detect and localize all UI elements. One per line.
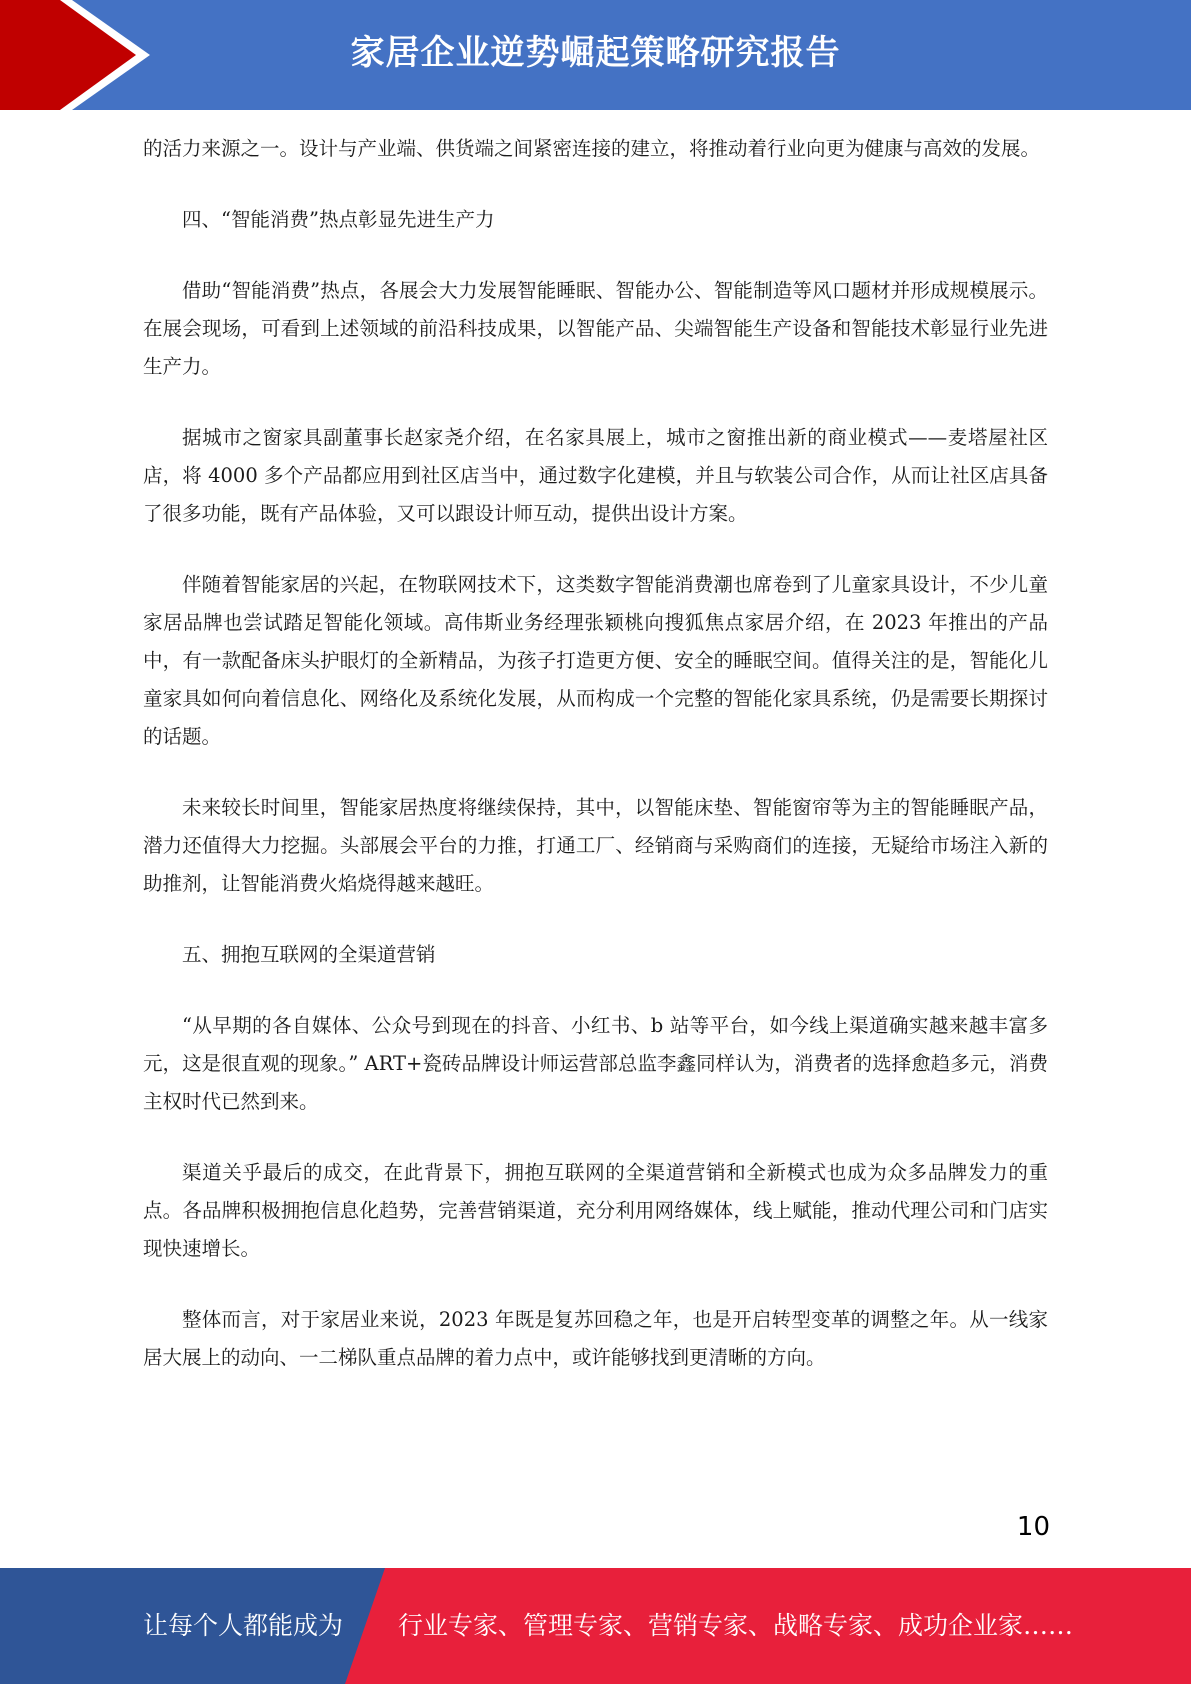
paragraph: 伴随着智能家居的兴起，在物联网技术下，这类数字智能消费潮也席卷到了儿童家具设计，不少儿童家居品牌也尝试踏足智能化领域。高伟斯业务经理张颖桃向搜狐焦点家居介绍，在 2023 年推出的产品中，有一款配备床头护眼灯的全新精品，为孩子打造更方便、安全的睡眠空间。值得关注的是，智能化儿童家具如何向着信息化、网络化及系统化发展，从而构成一个完整的智能化家具系统，仍是需要长期探讨的话题。 [143,573,1048,748]
paragraph: 整体而言，对于家居业来说，2023 年既是复苏回稳之年，也是开启转型变革的调整之年。从一线家居大展上的动向、一二梯队重点品牌的着力点中，或许能够找到更清晰的方向。 [143,1308,1048,1369]
footer-slogan-right: 行业专家、管理专家、营销专家、战略专家、成功企业家…… [398,1611,1074,1640]
page-number: 10 [1016,1512,1050,1542]
footer-slogan-left: 让每个人都能成为 [143,1611,344,1640]
paragraph: 渠道关乎最后的成交，在此背景下，拥抱互联网的全渠道营销和全新模式也成为众多品牌发力的重点。各品牌积极拥抱信息化趋势，完善营销渠道，充分利用网络媒体，线上赋能，推动代理公司和门店实现快速增长。 [143,1161,1048,1260]
page-header [0,0,1191,110]
paragraph-continued: 的活力来源之一。设计与产业端、供货端之间紧密连接的建立，将推动着行业向更为健康与高效的发展。 [143,137,1041,160]
paragraph: 据城市之窗家具副董事长赵家尧介绍，在名家具展上，城市之窗推出新的商业模式——麦塔屋社区店，将 4000 多个产品都应用到社区店当中，通过数字化建模，并且与软装公司合作，从而让社区店具备了很多功能，既有产品体验，又可以跟设计师互动，提供出设计方案。 [143,426,1048,525]
section-heading-five: 五、拥抱互联网的全渠道营销 [182,943,436,966]
paragraph: “从早期的各自媒体、公众号到现在的抖音、小红书、b 站等平台，如今线上渠道确实越来越丰富多元，这是很直观的现象。” ART+瓷砖品牌设计师运营部总监李鑫同样认为，消费者的选择愈趋多元，消费主权时代已然到来。 [143,1014,1048,1113]
paragraph: 借助“智能消费”热点，各展会大力发展智能睡眠、智能办公、智能制造等风口题材并形成规模展示。在展会现场，可看到上述领域的前沿科技成果，以智能产品、尖端智能生产设备和智能技术彰显行业先进生产力。 [143,279,1048,378]
page-footer [0,1568,1191,1684]
paragraph: 未来较长时间里，智能家居热度将继续保持，其中，以智能床垫、智能窗帘等为主的智能睡眠产品，潜力还值得大力挖掘。头部展会平台的力推，打通工厂、经销商与采购商们的连接，无疑给市场注入新的助推剂，让智能消费火焰烧得越来越旺。 [143,796,1048,895]
body-content [143,130,1048,1410]
section-heading-four: 四、“智能消费”热点彰显先进生产力 [182,208,495,231]
report-title: 家居企业逆势崛起策略研究报告 [350,33,841,73]
